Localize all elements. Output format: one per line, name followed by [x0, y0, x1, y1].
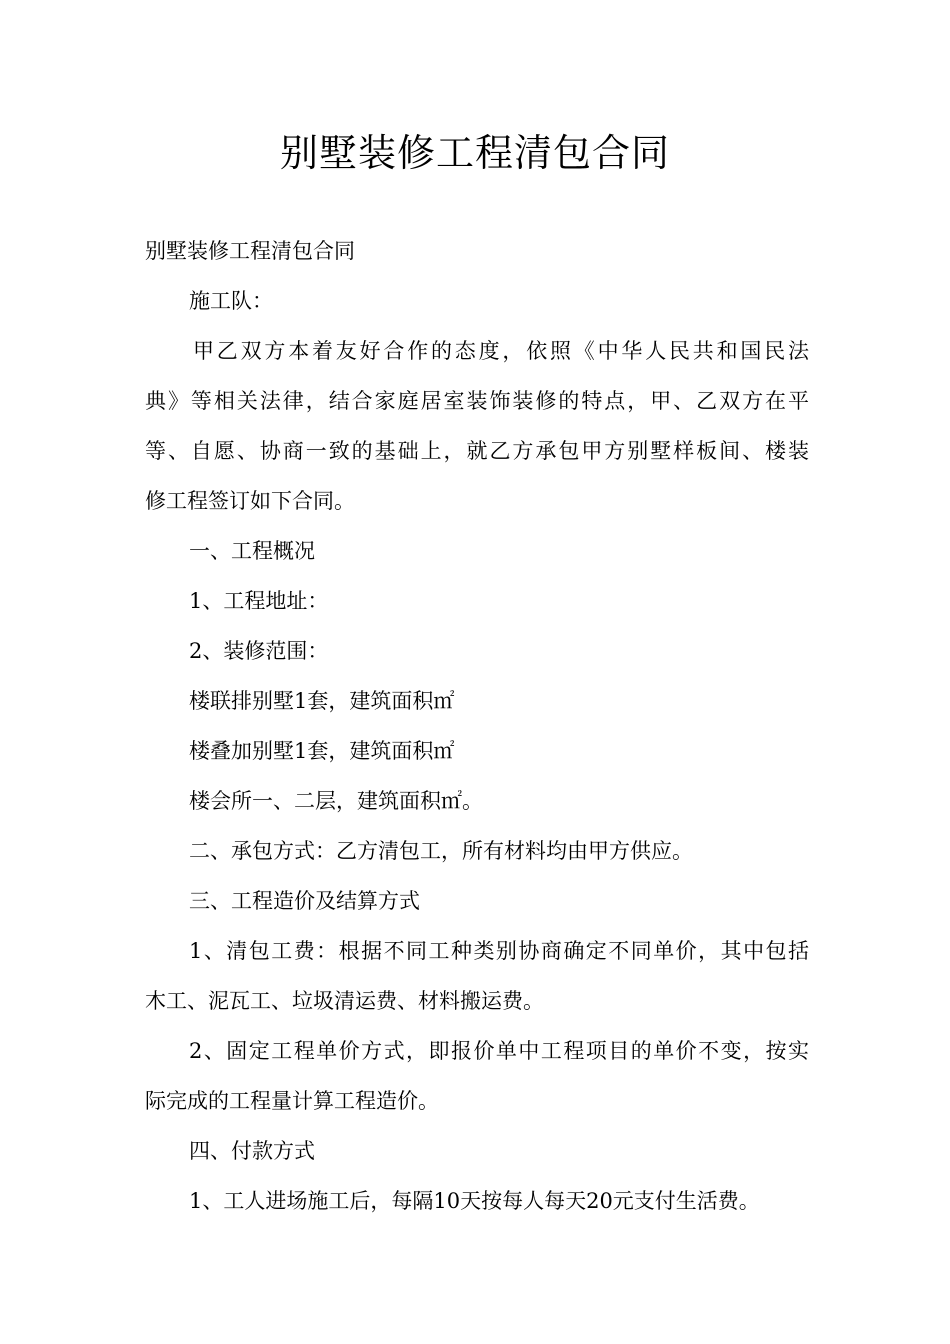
fee-line: 木工、泥瓦工、垃圾清运费、材料搬运费。: [145, 989, 544, 1013]
list-item: 1、工人进场施工后，每隔10天按每人每天20元支付生活费。: [189, 1189, 760, 1213]
intro-paragraph: [145, 326, 809, 526]
scope-item: 楼联排别墅1套，建筑面积㎡: [189, 689, 455, 713]
subtitle: 别墅装修工程清包合同: [145, 239, 355, 263]
unit-price-line: 2、固定工程单价方式，即报价单中工程项目的单价不变，按实: [189, 1039, 809, 1063]
section-line: 二、承包方式：乙方清包工，所有材料均由甲方供应。: [189, 839, 693, 863]
document-body: [145, 226, 809, 1226]
scope-item: 楼叠加别墅1套，建筑面积㎡: [189, 739, 455, 763]
intro-line: 等、自愿、协商一致的基础上，就乙方承包甲方别墅样板间、楼装: [145, 439, 809, 463]
intro-line: 甲乙双方本着友好合作的态度，依照《中华人民共和国民法: [193, 339, 809, 363]
unit-price-line: 际完成的工程量计算工程造价。: [145, 1089, 439, 1113]
section-heading: 三、工程造价及结算方式: [189, 889, 420, 913]
intro-line: 典》等相关法律，结合家庭居室装饰装修的特点，甲、乙双方在平: [145, 389, 809, 413]
party-line: 施工队：: [189, 289, 273, 313]
unit-price-paragraph: [145, 1026, 809, 1126]
fee-line: 1、清包工费：根据不同工种类别协商确定不同单价，其中包括: [189, 939, 809, 963]
section-heading: 一、工程概况: [189, 539, 315, 563]
list-item: 1、工程地址：: [189, 589, 329, 613]
list-item: 2、装修范围：: [189, 639, 329, 663]
section-heading: 四、付款方式: [189, 1139, 315, 1163]
fee-paragraph: [145, 926, 809, 1026]
scope-item: 楼会所一、二层，建筑面积㎡。: [189, 789, 483, 813]
document-title: 别墅装修工程清包合同: [279, 131, 670, 175]
intro-line: 修工程签订如下合同。: [145, 489, 355, 513]
